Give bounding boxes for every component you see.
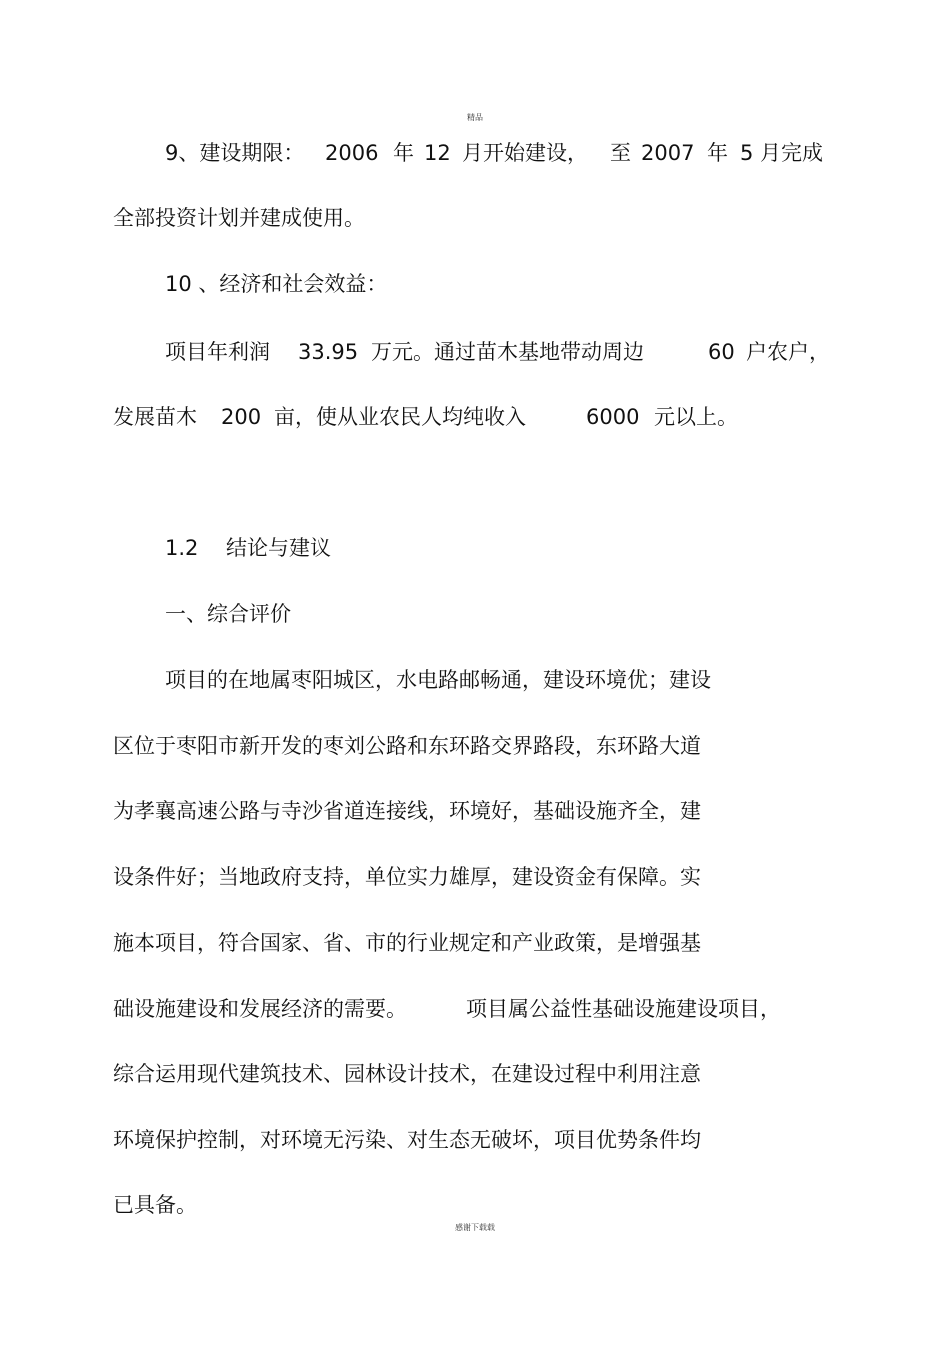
paragraph-text: 项目的在地属枣阳城区，水电路邮畅通，建设环境优；建设 [165,668,711,692]
item-9-continuation: 全部投资计划并建成使用。 [113,206,365,230]
item-10-label: 10 、经济和社会效益： [165,272,388,296]
end-year: 2007 [641,141,695,165]
paragraph-text: 为孝襄高速公路与寺沙省道连接线，环境好，基础设施齐全，建 [113,799,701,823]
paragraph-text: 综合运用现代建筑技术、园林设计技术，在建设过程中利用注意 [113,1062,701,1086]
start-text: 月开始建设， [462,141,588,165]
section-title: 结论与建议 [226,536,331,560]
profit-value: 33.95 [298,340,359,364]
income-text: 亩，使从业农民人均纯收入 [274,405,526,429]
to-char: 至 [610,141,631,165]
page-header: 精品 [467,113,483,122]
paragraph-text: 施本项目，符合国家、省、市的行业规定和产业政策，是增强基 [113,931,701,955]
paragraph-text: 环境保护控制，对环境无污染、对生态无破坏，项目优势条件均 [113,1128,701,1152]
paragraph-text: 区位于枣阳市新开发的枣刘公路和东环路交界路段，东环路大道 [113,734,701,758]
seedling-area: 200 [221,405,262,429]
household-text: 户农户， [746,340,830,364]
household-count: 60 [708,340,735,364]
paragraph-text: 础设施建设和发展经济的需要。 [113,997,407,1021]
paragraph-text: 项目属公益性基础设施建设项目， [466,997,781,1021]
income-suffix: 元以上。 [654,405,738,429]
end-month: 5 [740,141,754,165]
paragraph-text: 设条件好；当地政府支持，单位实力雄厚，建设资金有保障。实 [113,865,701,889]
profit-text: 万元。通过苗木基地带动周边 [371,340,644,364]
start-year: 2006 [325,141,379,165]
end-text: 月完成 [760,141,823,165]
evaluation-title: 一、综合评价 [165,602,291,626]
profit-label: 项目年利润 [165,340,270,364]
paragraph-text: 已具备。 [113,1193,197,1217]
year-char-2: 年 [707,141,728,165]
start-month: 12 [424,141,451,165]
income-value: 6000 [586,405,640,429]
item-9-label: 9、建设期限： [165,141,305,165]
year-char: 年 [393,141,414,165]
page-footer: 感谢下载载 [455,1223,495,1232]
seedling-label: 发展苗木 [113,405,197,429]
section-number: 1.2 [165,536,199,560]
